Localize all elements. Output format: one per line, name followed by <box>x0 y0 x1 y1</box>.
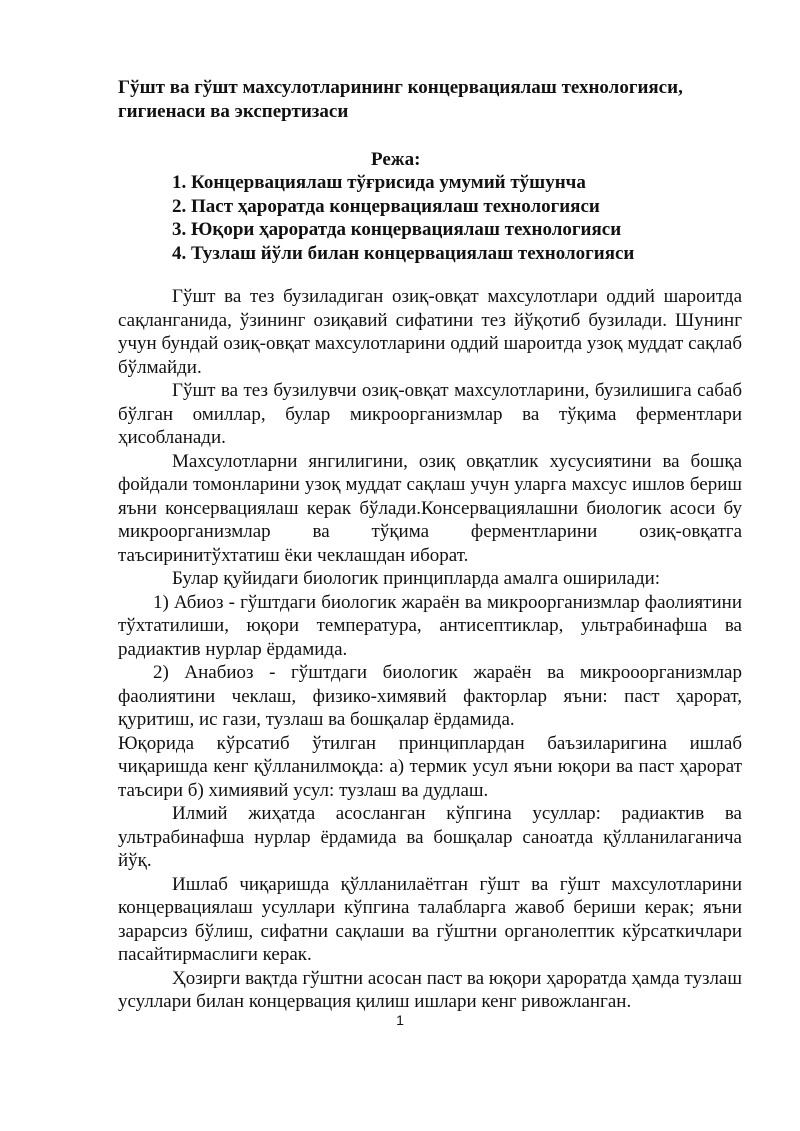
paragraph: Илмий жиҳатда асосланган кўпгина усуллар: радиактив ва ультрабинафша нурлар ёрдамида ва бошқалар саноатда қўлланилаганича йўқ. <box>118 803 742 871</box>
paragraph: Булар қуйидаги биологик принципларда амалга оширилади: <box>172 568 661 589</box>
list-paragraph: 1) Абиоз - гўштдаги биологик жараён ва микроорганизмлар фаолиятини тўхтатилиши, юқори температура, антисептиклар, ультрабинафша ва радиактив нурлар ёрдамида. <box>118 591 742 660</box>
list-paragraph: 2) Анабиоз - гўштдаги биологик жараён ва микрооорганизмлар фаолиятини чеклаш, физико-химявий факторлар яъни: паст ҳарорат, қуритиш, ис гази, тузлаш ва бошқалар ёрдамида. <box>118 662 742 730</box>
document-body <box>118 285 742 1014</box>
document-title: Гўшт ва гўшт махсулотларининг концервациялаш технологияси, гигиенаси ва экспертизаси <box>118 77 683 122</box>
plan-heading: Режа: <box>371 149 421 170</box>
plan-item: 4. Тузлаш йўли билан концервациялаш технологияси <box>172 242 635 264</box>
paragraph: Ишлаб чиқаришда қўлланилаётган гўшт ва гўшт махсулотларини концервациялаш усуллари кўпгина талабларга жавоб бериши керак; яъни зарарсиз бўлиш, сифатни сақлаши ва гўштни органолептик кўрсаткичлари пасайтирмаслиги керак. <box>118 873 742 965</box>
paragraph: Юқорида кўрсатиб ўтилган принциплардан баъзиларигина ишлаб чиқаришда кенг қўлланилмоқда: а) термик усул яъни юқори ва паст ҳарорат таъсири б) химиявий усул: тузлаш ва дудлаш. <box>118 732 742 801</box>
paragraph: Гўшт ва тез бузилувчи озиқ-овқат махсулотларини, бузилишига сабаб бўлган омиллар, булар микроорганизмлар ва тўқима ферментлари ҳисобланади. <box>118 380 742 448</box>
paragraph: Гўшт ва тез бузиладиган озиқ-овқат махсулотлари оддий шароитда сақланганида, ўзининг озиқавий сифатини тез йўқотиб бузилади. Шунинг учун бундай озиқ-овқат махсулотларини оддий шароитда узоқ муддат сақлаб бўлмайди. <box>118 286 742 378</box>
plan-list <box>172 171 634 265</box>
plan-item: 3. Юқори ҳароратда концервациялаш технологияси <box>172 219 622 240</box>
paragraph: Ҳозирги вақтда гўштни асосан паст ва юқори ҳароратда ҳамда тузлаш усуллари билан концервация қилиш ишлари кенг ривожланган. <box>118 967 742 1012</box>
paragraph: Махсулотларни янгилигини, озиқ овқатлик хусусиятини ва бошқа фойдали томонларини узоқ муддат сақлаш учун уларга махсус ишлов бериш яъни консервациялаш керак бўлади.Консервациялашни биологик асоси бу микроорганизмлар ва тўқима ферментларини озиқ-овқатга таъсиринитўхтатиш ёки чеклашдан иборат. <box>118 450 742 566</box>
page-number: 1 <box>396 1012 404 1028</box>
plan-item: 2. Паст ҳароратда концервациялаш технологияси <box>172 195 600 217</box>
plan-item: 1. Концервациялаш тўғрисида умумий тўшунча <box>172 172 586 193</box>
